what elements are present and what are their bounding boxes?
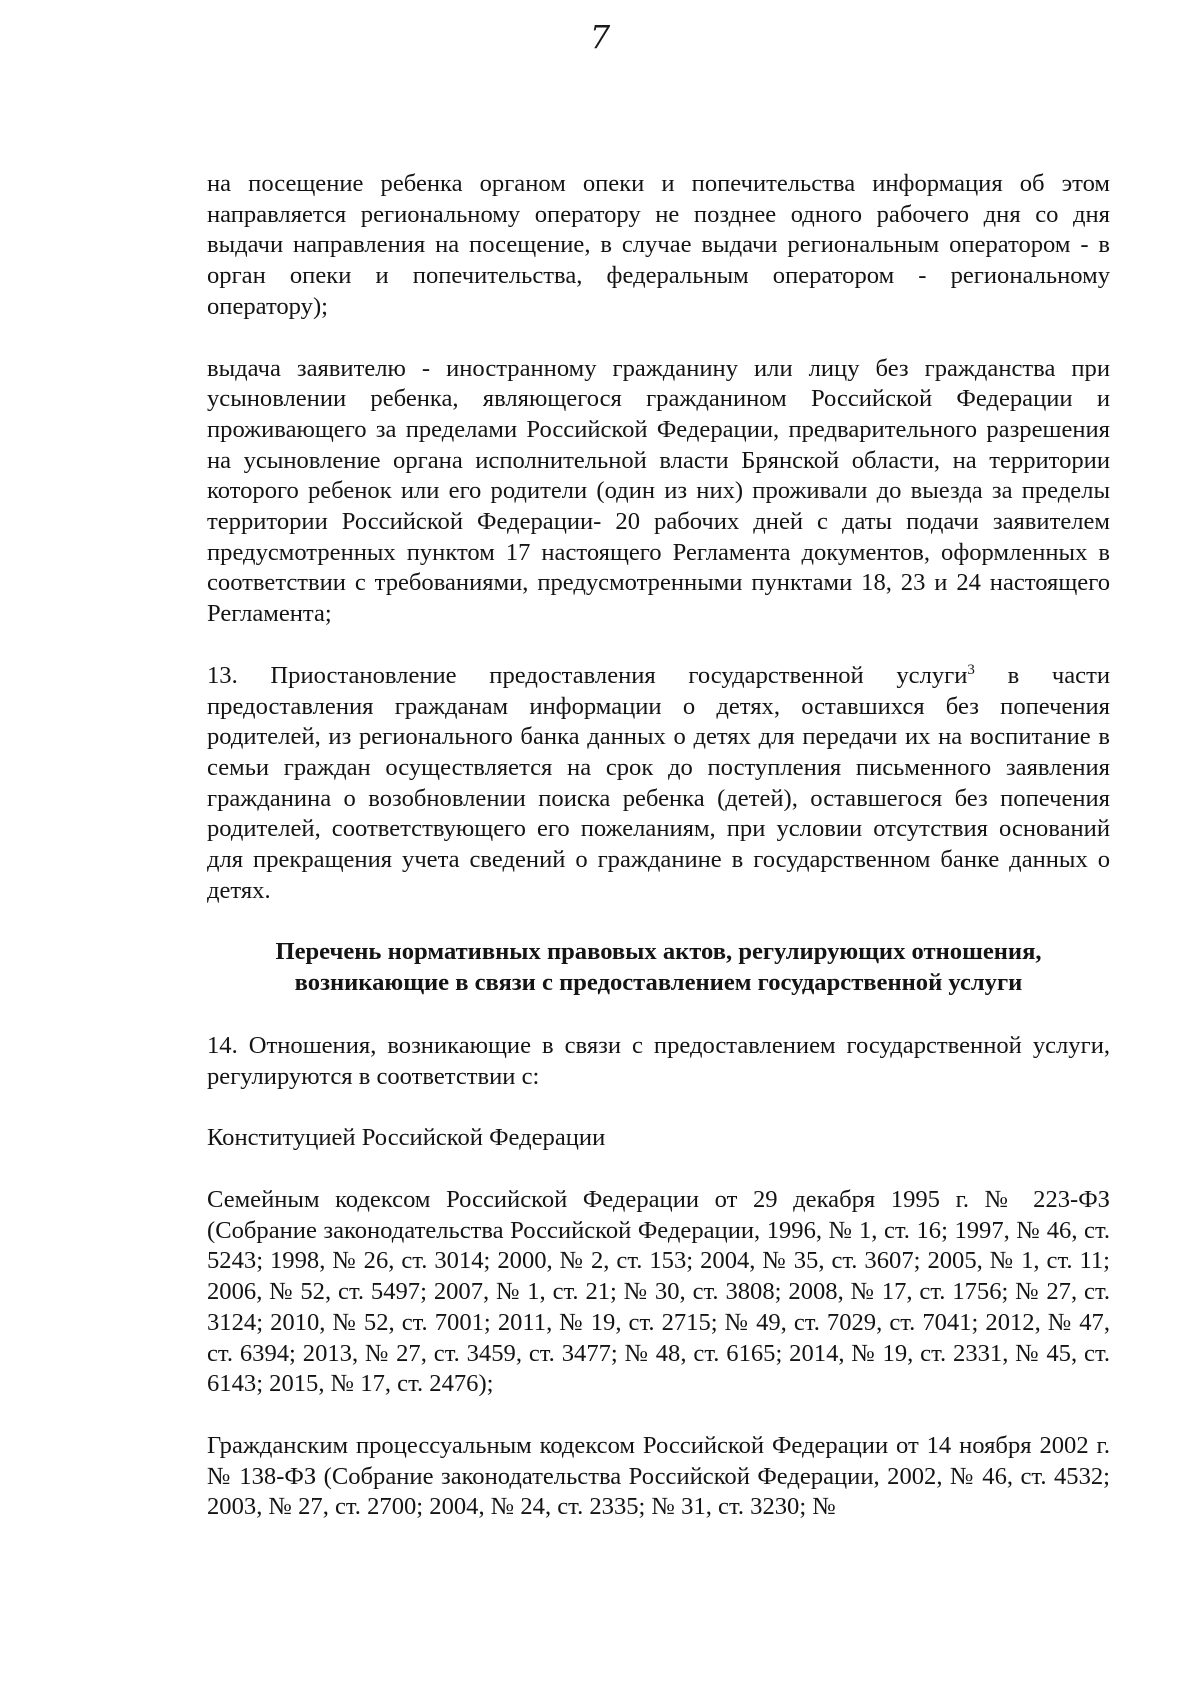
section-heading-line-1: Перечень нормативных правовых актов, регулирующих отношения, <box>275 938 1042 966</box>
paragraph-13-text-start: 13. Приостановление предоставления государственной услуги <box>207 661 968 689</box>
paragraph-13-text-end: в части предоставления гражданам информации о детях, оставшихся без попечения родителей, из регионального банка данных о детях для передачи их на воспитание в семьи граждан осуществляется на срок до поступления письменного заявления гражданина о возобновлении поиска ребенка (детей), оставшегося без попечения родителей, соответствующего его пожеланиям, при условии отсутствия оснований для прекращения учета сведений о гражданине в государственном банке данных о детях. <box>207 661 1110 904</box>
document-body <box>207 169 1110 1554</box>
footnote-marker: 3 <box>967 661 975 678</box>
section-heading-line-2: возникающие в связи с предоставлением государственной услуги <box>294 969 1023 997</box>
paragraph-constitution: Конституцией Российской Федерации <box>207 1124 606 1152</box>
paragraph-14-relations: 14. Отношения, возникающие в связи с предоставлением государственной услуги, регулируются в соответствии с: <box>207 1031 1110 1090</box>
section-heading-legal-acts <box>207 937 1110 998</box>
paragraph-family-code: Семейным кодексом Российской Федерации от 29 декабря 1995 г. № 223-ФЗ (Собрание законодательства Российской Федерации, 1996, № 1, ст. 16; 1997, № 46, ст. 5243; 1998, № 26, ст. 3014; 2000, № 2, ст. 153; 2004, № 35, ст. 3607; 2005, № 1, ст. 11; 2006, № 52, ст. 5497; 2007, № 1, ст. 21; № 30, ст. 3808; 2008, № 17, ст. 1756; № 27, ст. 3124; 2010, № 52, ст. 7001; 2011, № 19, ст. 2715; № 49, ст. 7029, ст. 7041; 2012, № 47, ст. 6394; 2013, № 27, ст. 3459, ст. 3477; № 48, ст. 6165; 2014, № 19, ст. 2331, № 45, ст. 6143; 2015, № 17, ст. 2476); <box>207 1185 1110 1398</box>
paragraph-preliminary-permission: выдача заявителю - иностранному гражданину или лицу без гражданства при усыновлении ребенка, являющегося гражданином Российской Федерации и проживающего за пределами Российской Федерации, предварительного разрешения на усыновление органа исполнительной власти Брянской области, на территории которого ребенок или его родители (один из них) проживали до выезда за пределы территории Российской Федерации- 20 рабочих дней с даты подачи заявителем предусмотренных пунктом 17 настоящего Регламента документов, оформленных в соответствии с требованиями, предусмотренными пунктами 18, 23 и 24 настоящего Регламента; <box>207 354 1110 628</box>
paragraph-13-suspension <box>207 661 1110 907</box>
paragraph-visit-notification: на посещение ребенка органом опеки и попечительства информация об этом направляется региональному оператору не позднее одного рабочего дня со дня выдачи направления на посещение, в случае выдачи региональным оператором - в орган опеки и попечительства, федеральным оператором - региональному оператору); <box>207 170 1110 320</box>
paragraph-civil-procedure-code: Гражданским процессуальным кодексом Российской Федерации от 14 ноября 2002 г. № 138-ФЗ (Собрание законодательства Российской Федерации, 2002, № 46, ст. 4532; 2003, № 27, ст. 2700; 2004, № 24, ст. 2335; № 31, ст. 3230; № <box>207 1431 1110 1521</box>
page-number: 7 <box>589 18 611 56</box>
